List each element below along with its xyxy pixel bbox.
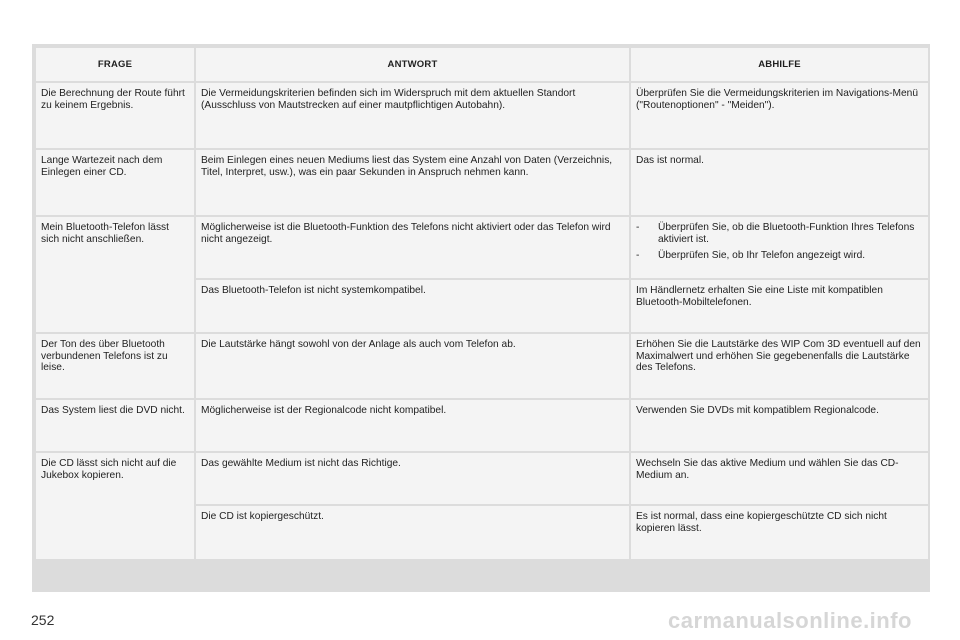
question-cell: Die Berechnung der Route führt zu keinem Ergebnis. [36,83,194,148]
answer-cell: Die CD ist kopiergeschützt. [196,506,629,559]
remedy-cell: Es ist normal, dass eine kopiergeschützte CD sich nicht kopieren lässt. [631,506,928,559]
list-item [636,250,923,262]
answer-cell: Beim Einlegen eines neuen Mediums liest das System eine Anzahl von Daten (Verzeichnis, Titel, Interpret, usw.), was ein paar Sekunden in Anspruch nehmen kann. [196,150,629,215]
question-cell: Lange Wartezeit nach dem Einlegen einer CD. [36,150,194,215]
table-row [36,400,928,451]
dash-marker: - [636,250,640,262]
question-cell: Der Ton des über Bluetooth verbundenen Telefons ist zu leise. [36,334,194,398]
list-item-text: Überprüfen Sie, ob die Bluetooth-Funktion Ihres Telefons aktiviert ist. [658,222,915,245]
dash-marker: - [636,222,640,233]
question-cell: Das System liest die DVD nicht. [36,400,194,451]
table-row [36,453,928,504]
answer-cell: Das gewählte Medium ist nicht das Richtige. [196,453,629,504]
list-item-text: Überprüfen Sie, ob Ihr Telefon angezeigt wird. [658,250,866,262]
question-cell: Die CD lässt sich nicht auf die Jukebox kopieren. [36,453,194,559]
remedy-list [636,222,923,262]
remedy-cell: Überprüfen Sie die Vermeidungskriterien im Navigations-Menü ("Routenoptionen" - "Meiden"). [631,83,928,148]
remedy-cell: Erhöhen Sie die Lautstärke des WIP Com 3D eventuell auf den Maximalwert und erhöhen Sie gegebenenfalls die Lautstärke des Telefons. [631,334,928,398]
question-cell: Mein Bluetooth-Telefon lässt sich nicht anschließen. [36,217,194,332]
remedy-cell: Das ist normal. [631,150,928,215]
remedy-cell: Verwenden Sie DVDs mit kompatiblem Regionalcode. [631,400,928,451]
faq-table-frame [32,44,930,592]
table-row [36,150,928,215]
answer-cell: Die Lautstärke hängt sowohl von der Anlage als auch vom Telefon ab. [196,334,629,398]
table-row [36,217,928,278]
watermark-text: carmanualsonline.info [668,608,912,633]
answer-cell: Möglicherweise ist die Bluetooth-Funktion des Telefons nicht aktiviert oder das Telefon wird nicht angezeigt. [196,217,629,278]
header-abhilfe: ABHILFE [631,48,928,81]
header-frage: FRAGE [36,48,194,81]
answer-cell: Möglicherweise ist der Regionalcode nicht kompatibel. [196,400,629,451]
remedy-cell: Im Händlernetz erhalten Sie eine Liste mit kompatiblen Bluetooth-Mobiltelefonen. [631,280,928,332]
page-number: 252 [31,612,55,628]
table-row [36,83,928,148]
faq-table [34,46,930,561]
answer-cell: Das Bluetooth-Telefon ist nicht systemkompatibel. [196,280,629,332]
list-item [636,222,923,245]
table-header-row [36,48,928,81]
header-antwort: ANTWORT [196,48,629,81]
answer-cell: Die Vermeidungskriterien befinden sich im Widerspruch mit dem aktuellen Standort (Ausschluss von Mautstrecken auf einer mautpflichtigen Autobahn). [196,83,629,148]
remedy-cell [631,217,928,278]
remedy-cell: Wechseln Sie das aktive Medium und wählen Sie das CD-Medium an. [631,453,928,504]
table-row [36,334,928,398]
